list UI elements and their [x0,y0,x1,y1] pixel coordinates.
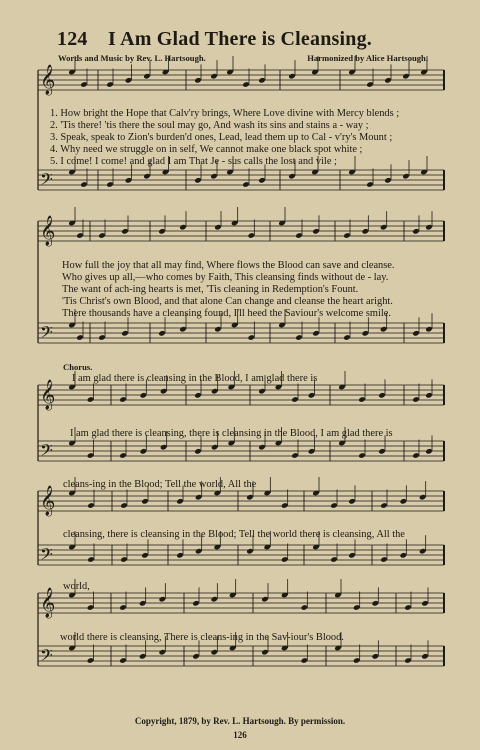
clef-icon: 𝄢 [40,322,53,346]
chorus-line: I am glad there is cleansing, there is cleansing in the Blood, I am glad there is [70,428,393,439]
page-number: 126 [233,730,247,740]
clef-icon: 𝄢 [40,645,53,669]
chorus-line: I am glad there is cleansing in the Blood, I am glad there is [72,373,318,384]
clef-icon: 𝄞 [40,380,56,410]
chorus-line: world there is cleansing, There is cleans-ing in the Sav-iour's Blood. [60,632,344,643]
verse-line: 1. How bright the Hope that Calv'ry brings, Where Love divine with Mercy blends ; [50,108,400,119]
chorus-line: cleans-ing in the Blood; Tell the world, All the [63,479,257,490]
clef-icon: 𝄢 [40,169,53,193]
clef-icon: 𝄞 [40,65,56,95]
verse-line: 3. Speak, speak to Zion's burden'd ones, Lead, lead them up to Cal - v'ry's Mount ; [50,132,393,143]
clef-icon: 𝄞 [40,216,56,246]
harmony-credit: Harmonized by Alice Hartsough. [307,53,428,63]
hymn-title: I Am Glad There is Cleansing. [108,28,372,50]
clef-icon: 𝄞 [40,486,56,516]
verse-line: There thousands have a cleansing found, I'll heed the Saviour's welcome smile. [62,308,391,319]
hymn-number: 124 [57,28,88,50]
verse-line: 5. I come! I come! and glad I am That Je - sus calls the lost and vile ; [50,156,337,167]
clef-icon: 𝄞 [40,588,56,618]
credits-line [58,53,428,63]
verse-line: How full the joy that all may find, Where flows the Blood can save and cleanse. [62,260,395,271]
verse-line: The want of ach-ing hearts is met, 'Tis cleaning in Redemption's Fount. [62,284,359,295]
verse-line: Who gives up all,—who comes by Faith, This cleansing finds without de - lay. [62,272,389,283]
chorus-line: world, [63,581,90,592]
clef-icon: 𝄢 [40,544,53,568]
verse-line: 4. Why need we struggle on in self, We cannot make one black spot white ; [50,144,363,155]
verse-line: 'Tis Christ's own Blood, and that alone Can change and cleanse the heart aright. [62,296,393,307]
verse-line: 2. 'Tis there! 'tis there the soul may go, And wash its sins and stains a - way ; [50,120,369,131]
clef-icon: 𝄢 [40,440,53,464]
copyright-notice: Copyright, 1879, by Rev. L. Hartsough. By permission. [134,716,346,726]
chorus-label: Chorus. [63,362,93,372]
words-music-credit: Words and Music by Rev. L. Hartsough. [58,53,206,63]
chorus-line: cleansing, there is cleansing in the Blood; Tell the world there is cleansing, All the [63,529,405,540]
